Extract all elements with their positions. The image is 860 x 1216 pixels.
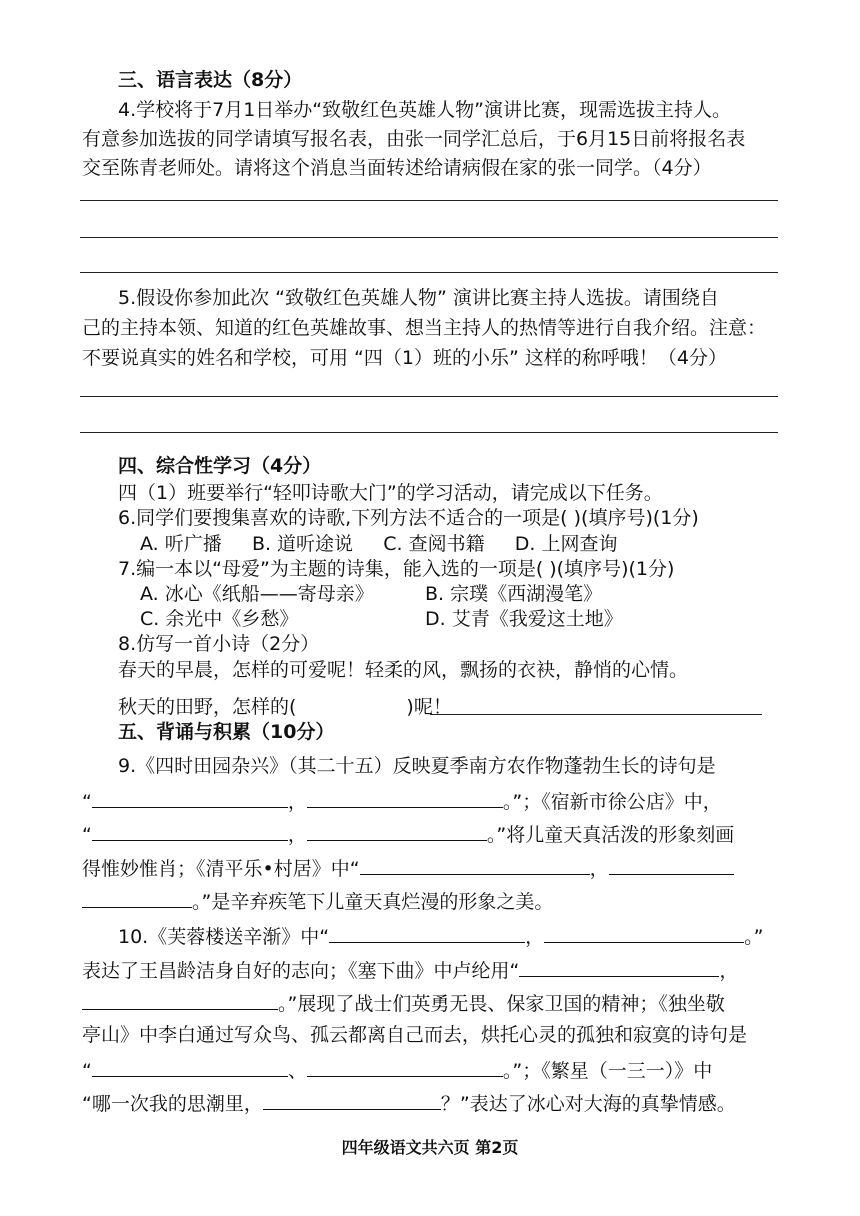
q10-line-1: 10.《芙蓉楼送辛渐》中“ ， 。” — [118, 922, 763, 950]
q9-line-4: 得惟妙惟肖；《清平乐•村居》中“ ， — [82, 854, 734, 882]
q9-line-5: 。”是辛弃疾笔下儿童天真烂漫的形象之美。 — [82, 887, 553, 915]
q7-option-b: B. 宗璞《西湖漫笔》 — [425, 583, 603, 605]
blank[interactable] — [519, 956, 719, 977]
q10-line-3: 。”展现了战士们英勇无畏、保家卫国的精神；《独坐敬 — [82, 989, 725, 1017]
blank[interactable] — [360, 854, 590, 875]
answer-line[interactable] — [80, 237, 778, 238]
q4-line-2: 有意参加选拔的同学请填写报名表，由张一同学汇总后，于6月15日前将报名表 — [82, 128, 746, 150]
s4-intro: 四（1）班要举行“轻叩诗歌大门”的学习活动，请完成以下任务。 — [118, 482, 663, 504]
q8-example: 春天的早晨，怎样的可爱呢！轻柔的风，飘扬的衣袂，静悄的心情。 — [118, 659, 689, 681]
answer-line[interactable] — [80, 200, 778, 201]
q10-line-6: “哪一次我的思潮里， ？”表达了冰心对大海的真挚情感。 — [82, 1089, 736, 1117]
q5-line-1: 5.假设你参加此次 “致敬红色英雄人物” 演讲比赛主持人选拔。请围绕自 — [118, 287, 719, 309]
answer-line[interactable] — [80, 272, 778, 273]
blank[interactable] — [307, 1056, 503, 1077]
q10-line-2: 表达了王昌龄洁身自好的志向；《塞下曲》中卢纶用“ ， — [82, 956, 738, 984]
q7-stem: 7.编一本以“母爱”为主题的诗集，能入选的一项是( )(填序号)(1分) — [118, 558, 675, 580]
q4-line-3: 交至陈青老师处。请将这个消息当面转述给请病假在家的张一同学。（4分） — [82, 157, 712, 179]
q5-line-2: 己的主持本领、知道的红色英雄故事、想当主持人的热情等进行自我介绍。注意： — [82, 317, 767, 339]
q10-line-4: 亭山》中李白通过写众鸟、孤云都离自己而去，烘托心灵的孤独和寂寞的诗句是 — [82, 1024, 748, 1046]
page-footer: 四年级语文共六页 第2页 — [341, 1138, 519, 1157]
section-4-heading: 四、综合性学习（4分） — [118, 455, 322, 477]
section-3-heading: 三、语言表达（8分） — [118, 69, 303, 91]
q10-line-5: “ 、 。”；《繁星（一三一）》中 — [82, 1056, 712, 1084]
answer-line[interactable] — [80, 396, 778, 397]
blank[interactable] — [329, 922, 525, 943]
q7-option-c: C. 余光中《乡愁》 — [140, 608, 299, 630]
blank[interactable] — [544, 922, 744, 943]
blank[interactable] — [82, 989, 278, 1010]
blank[interactable] — [92, 787, 288, 808]
q9-line-3: “ ， 。”将儿童天真活泼的形象刻画 — [82, 820, 734, 848]
q5-line-3: 不要说真实的姓名和学校，可用 “四（1）班的小乐” 这样的称呼哦！（4分） — [82, 347, 727, 369]
blank[interactable] — [609, 854, 734, 875]
q9-line-1: 9.《四时田园杂兴》（其二十五）反映夏季南方农作物蓬勃生长的诗句是 — [118, 755, 716, 777]
q8-prompt: 秋天的田野，怎样的( )呢！ — [118, 696, 452, 718]
answer-line[interactable] — [80, 432, 778, 433]
q7-option-a: A. 冰心《纸船——寄母亲》 — [140, 583, 374, 605]
blank[interactable] — [307, 820, 487, 841]
blank[interactable] — [92, 1056, 288, 1077]
q6-stem: 6.同学们要搜集喜欢的诗歌,下列方法不适合的一项是( )(填序号)(1分) — [118, 507, 699, 529]
q6-options: A. 听广播 B. 道听途说 C. 查阅书籍 D. 上网查询 — [140, 533, 618, 555]
blank[interactable] — [263, 1089, 441, 1110]
q7-option-d: D. 艾青《我爱这土地》 — [425, 608, 623, 630]
q9-line-2: “ ， 。”；《宿新市徐公店》中， — [82, 787, 722, 815]
blank[interactable] — [82, 887, 192, 908]
q4-line-1: 4.学校将于7月1日举办“致敬红色英雄人物”演讲比赛，现需选拔主持人。 — [118, 99, 731, 121]
blank[interactable] — [307, 787, 503, 808]
q8-stem: 8.仿写一首小诗（2分） — [118, 633, 320, 655]
blank[interactable] — [92, 820, 288, 841]
q8-answer-line[interactable] — [430, 714, 762, 715]
section-5-heading: 五、背诵与积累（10分） — [118, 721, 335, 743]
